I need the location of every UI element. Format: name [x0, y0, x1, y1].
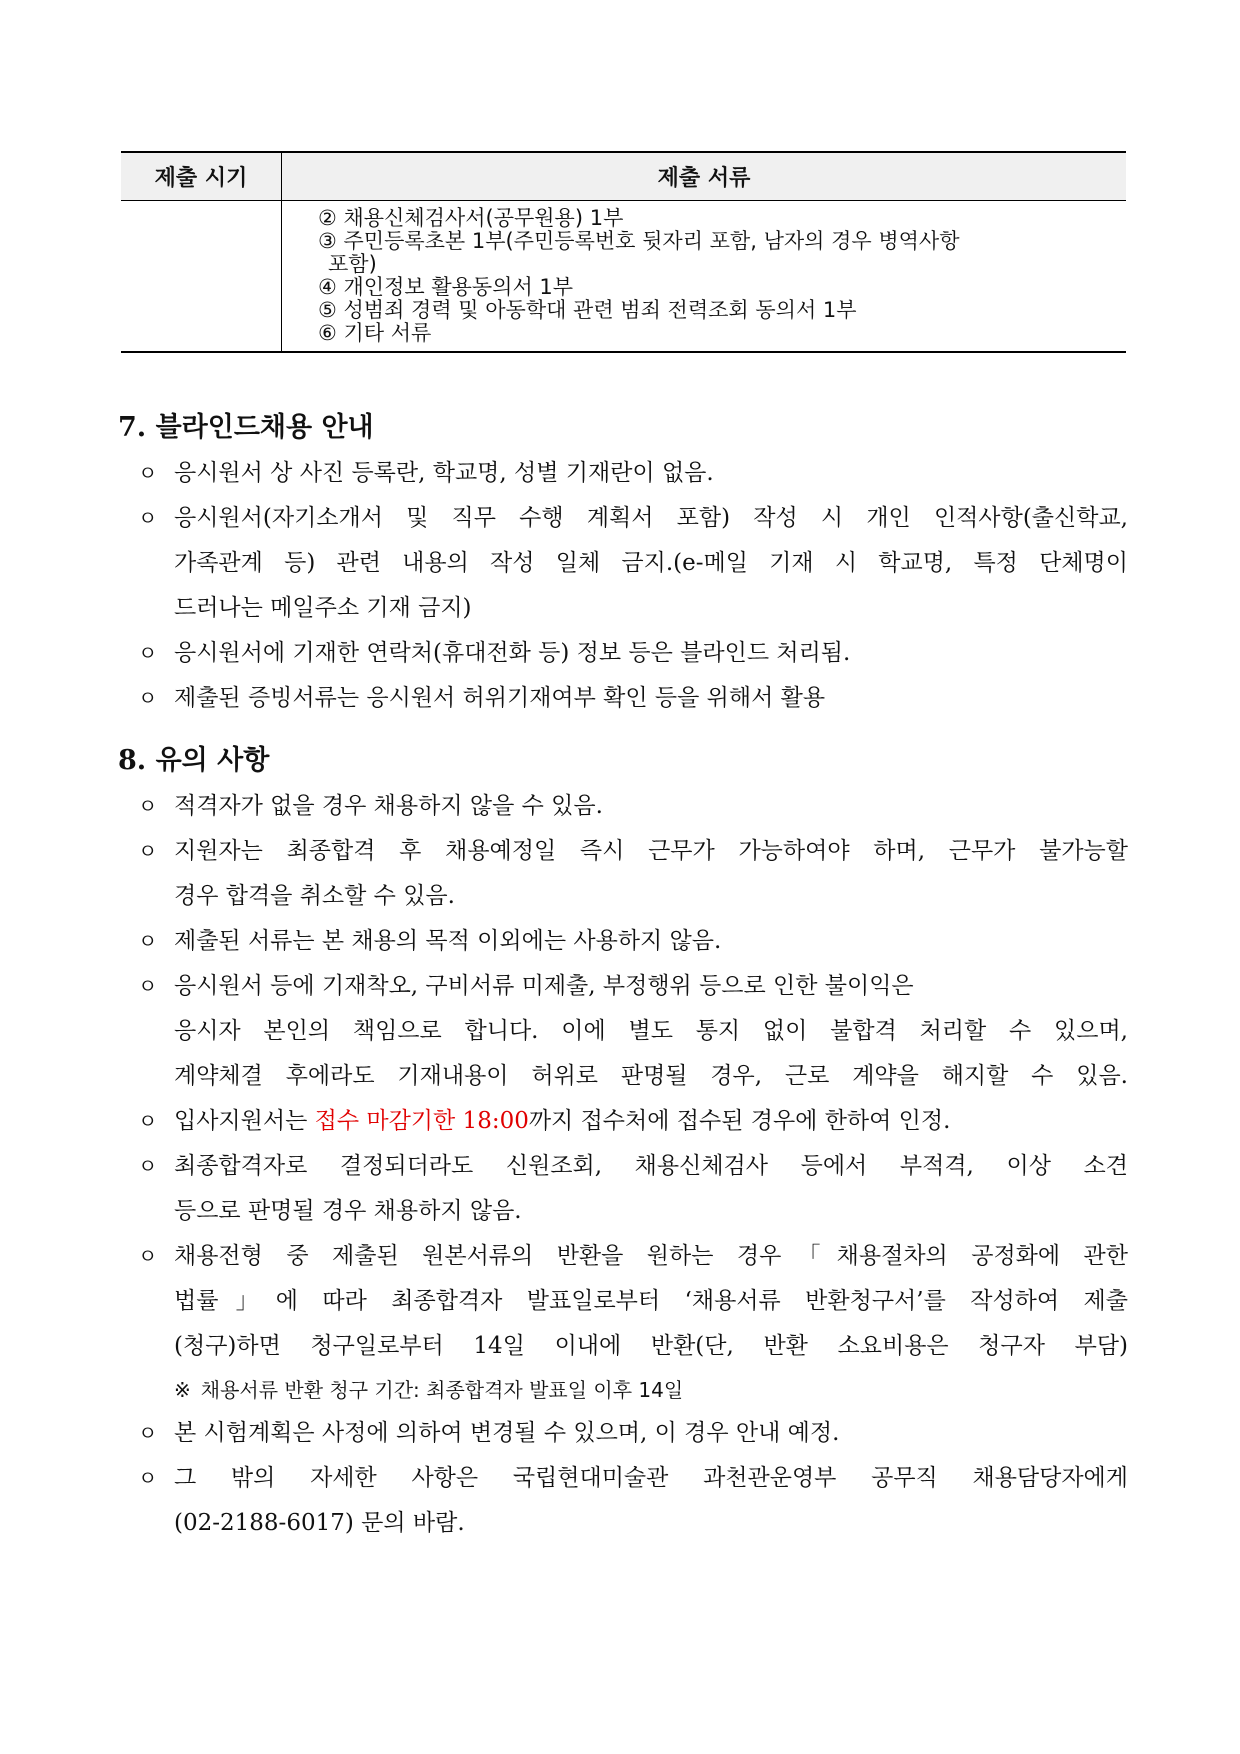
- bullet-mark: ㅇ: [138, 1244, 158, 1268]
- list-item: [138, 829, 1128, 919]
- bullet-mark: ㅇ: [138, 1109, 158, 1133]
- table-cell-period: [121, 201, 282, 353]
- list-item: [138, 1411, 1128, 1456]
- item-line: 최종합격자로 결정되더라도 신원조회, 채용신체검사 등에서 부적격, 이상 소견: [174, 1153, 1128, 1179]
- item-line: 그 밖의 자세한 사항은 국립현대미술관 과천관운영부 공무직 채용담당자에게: [174, 1465, 1128, 1491]
- list-item-continuation: 포함): [328, 252, 377, 276]
- item-line: 등으로 판명될 경우 채용하지 않음.: [174, 1198, 522, 1224]
- item-line: 응시원서 등에 기재착오, 구비서류 미제출, 부정행위 등으로 인한 불이익은: [174, 973, 914, 999]
- item-line: (02-2188-6017) 문의 바람.: [174, 1510, 465, 1536]
- section-8-title: 8. 유의 사항: [118, 745, 270, 776]
- item-line: 경우 합격을 취소할 수 있음.: [174, 883, 455, 909]
- list-item: ⑤ 성범죄 경력 및 아동학대 관련 범죄 전력조회 동의서 1부: [318, 298, 857, 322]
- item-line: 응시원서 상 사진 등록란, 학교명, 성별 기재란이 없음.: [174, 460, 714, 486]
- bullet-mark: ㅇ: [138, 1466, 158, 1490]
- item-line: 적격자가 없을 경우 채용하지 않을 수 있음.: [174, 793, 603, 819]
- item-text-after: 까지 접수처에 접수된 경우에 한하여 인정.: [528, 1108, 951, 1134]
- note-text: 채용서류 반환 청구 기간: 최종합격자 발표일 이후 14일: [200, 1378, 684, 1402]
- item-line: 제출된 서류는 본 채용의 목적 이외에는 사용하지 않음.: [174, 928, 722, 954]
- list-item: [138, 964, 1128, 1099]
- item-line: 채용전형 중 제출된 원본서류의 반환을 원하는 경우「채용절차의 공정화에 관한: [174, 1243, 1128, 1269]
- list-item: [138, 1144, 1128, 1234]
- item-line: 드러나는 메일주소 기재 금지): [174, 595, 472, 621]
- submission-table: [121, 151, 1126, 353]
- bullet-mark: ㅇ: [138, 506, 158, 530]
- item-line: 법률」에 따라 최종합격자 발표일로부터 ‘채용서류 반환청구서’를 작성하여 제출: [174, 1288, 1128, 1314]
- bullet-mark: ㅇ: [138, 1154, 158, 1178]
- list-item: [138, 676, 1128, 721]
- item-line: 본 시험계획은 사정에 의하여 변경될 수 있으며, 이 경우 안내 예정.: [174, 1420, 840, 1446]
- list-item: ③ 주민등록초본 1부(주민등록번호 뒷자리 포함, 남자의 경우 병역사항: [318, 229, 960, 253]
- item-line: 제출된 증빙서류는 응시원서 허위기재여부 확인 등을 위해서 활용: [174, 685, 826, 711]
- bullet-mark: ㅇ: [138, 461, 158, 485]
- list-item: ⑥ 기타 서류: [318, 321, 432, 345]
- section-8-list: [138, 784, 1128, 1546]
- item-line: 응시자 본인의 책임으로 합니다. 이에 별도 통지 없이 불합격 처리할 수 있으며,: [174, 1018, 1128, 1044]
- list-item: [138, 919, 1128, 964]
- bullet-mark: ㅇ: [138, 641, 158, 665]
- table-header-documents: 제출 서류: [282, 152, 1127, 201]
- bullet-mark: ㅇ: [138, 839, 158, 863]
- item-line: (청구)하면 청구일로부터 14일 이내에 반환(단, 반환 소요비용은 청구자 부담): [174, 1333, 1128, 1359]
- table-row: [121, 201, 1126, 353]
- section-7-title: 7. 블라인드채용 안내: [118, 412, 374, 443]
- list-item: [138, 1456, 1128, 1546]
- list-item: ② 채용신체검사서(공무원용) 1부: [318, 206, 624, 230]
- bullet-mark: ㅇ: [138, 1421, 158, 1445]
- list-item: [138, 784, 1128, 829]
- list-item: ④ 개인정보 활용동의서 1부: [318, 275, 574, 299]
- item-line: 지원자는 최종합격 후 채용예정일 즉시 근무가 가능하여야 하며, 근무가 불가능할: [174, 838, 1128, 864]
- table-cell-documents: [282, 201, 1127, 353]
- item-line: 응시원서에 기재한 연락처(휴대전화 등) 정보 등은 블라인드 처리됨.: [174, 640, 851, 666]
- bullet-mark: ㅇ: [138, 794, 158, 818]
- list-item: [138, 451, 1128, 496]
- bullet-mark: ㅇ: [138, 929, 158, 953]
- section-7-list: [138, 451, 1128, 721]
- table-header-period: 제출 시기: [121, 152, 282, 201]
- note-line: [138, 1369, 1128, 1411]
- list-item: [138, 631, 1128, 676]
- item-line: 계약체결 후에라도 기재내용이 허위로 판명될 경우, 근로 계약을 해지할 수 있음.: [174, 1063, 1128, 1089]
- item-text-before: 입사지원서는: [174, 1108, 315, 1134]
- list-item: [138, 1099, 1128, 1144]
- deadline-highlight: 접수 마감기한 18:00: [314, 1108, 529, 1134]
- document-list: [282, 201, 1126, 351]
- item-line: [174, 1099, 1128, 1144]
- note-mark: ※: [174, 1378, 191, 1402]
- bullet-mark: ㅇ: [138, 974, 158, 998]
- list-item: [138, 1234, 1128, 1369]
- item-line: 가족관계 등) 관련 내용의 작성 일체 금지.(e-메일 기재 시 학교명, 특정 단체명이: [174, 550, 1128, 576]
- table-header-row: [121, 152, 1126, 201]
- item-line: 응시원서(자기소개서 및 직무 수행 계획서 포함) 작성 시 개인 인적사항(출신학교,: [174, 505, 1128, 531]
- list-item: [138, 496, 1128, 631]
- bullet-mark: ㅇ: [138, 686, 158, 710]
